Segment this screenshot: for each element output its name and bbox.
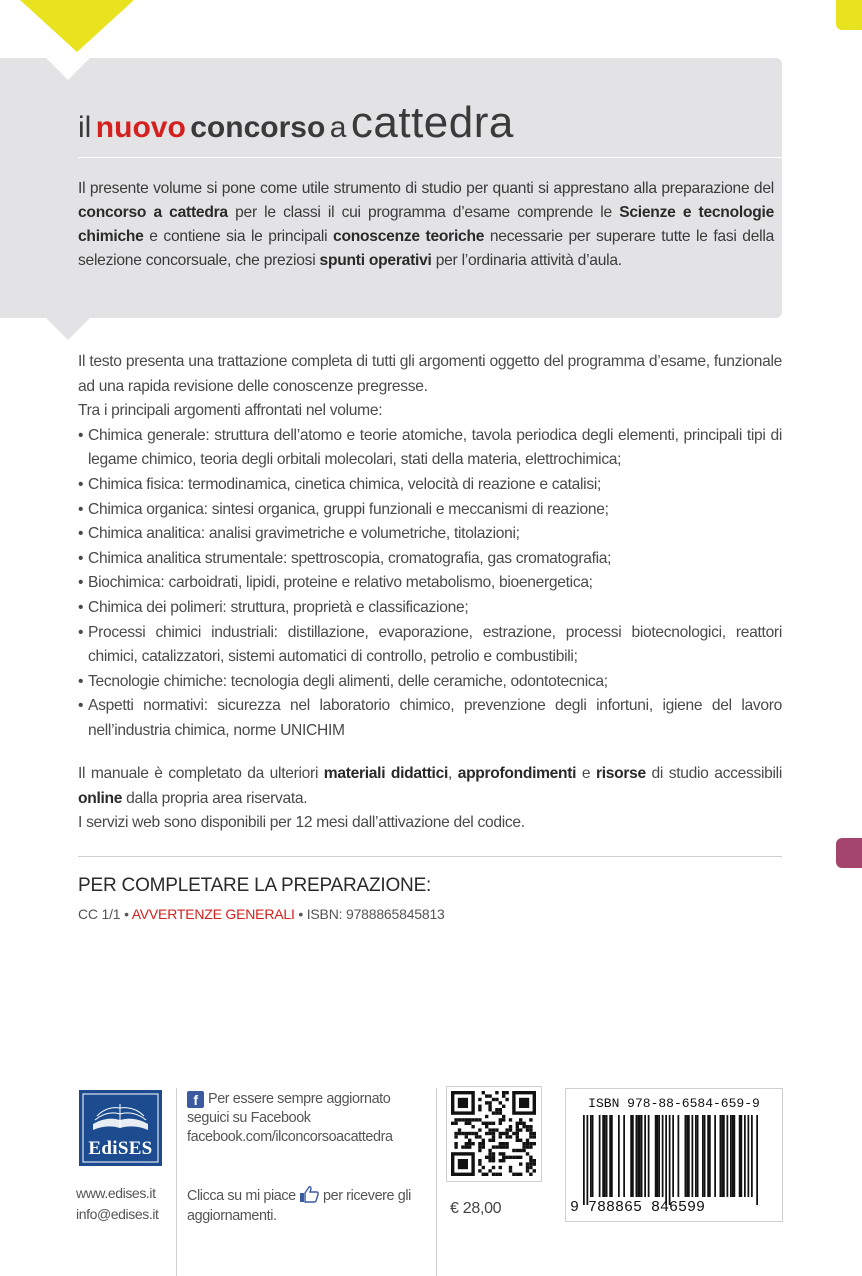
- topic-item: • Aspetti normativi: sicurezza nel laboratorio chimico, prevenzione degli infortuni, igiene del lavoro nell’industria chimica, norme UNICHIM: [78, 694, 782, 743]
- intro-text: e contiene sia le principali: [143, 228, 334, 245]
- title-a: a: [329, 111, 347, 144]
- section-divider: [78, 856, 782, 857]
- closing-text: di studio accessibili: [645, 765, 782, 782]
- related-isbn: : 9788865845813: [338, 906, 445, 922]
- web-services-note: I servizi web sono disponibili per 12 mesi dall’attivazione del codice.: [78, 814, 525, 832]
- facebook-text: Per essere sempre aggiornato: [208, 1091, 391, 1107]
- title-il: il: [78, 111, 92, 144]
- related-title-line: [78, 906, 445, 922]
- closing-paragraph: [78, 762, 782, 836]
- closing-line: [78, 762, 782, 811]
- isbn-label: ISBN: [306, 906, 339, 922]
- title-divider: [78, 157, 782, 158]
- price: € 28,00: [450, 1200, 502, 1217]
- topics-intro: Tra i principali argomenti affrontati nel volume:: [78, 402, 383, 420]
- footer-divider: [176, 1088, 177, 1276]
- intro-paragraph: [78, 177, 774, 273]
- preparation-heading: PER COMPLETARE LA PREPARAZIONE:: [78, 875, 432, 896]
- website-link[interactable]: www.edises.it: [76, 1185, 156, 1201]
- bullet-separator: •: [294, 906, 307, 922]
- edises-logo[interactable]: [79, 1090, 162, 1166]
- qr-code-icon: [447, 1087, 541, 1181]
- facebook-line: [187, 1090, 427, 1109]
- description-body: [78, 350, 782, 744]
- facebook-url[interactable]: facebook.com/ilconcorsoacattedra: [187, 1129, 393, 1145]
- related-code: CC 1/1: [78, 906, 121, 922]
- intro-bold: conoscenze teoriche: [333, 228, 485, 245]
- title-concorso: concorso: [190, 111, 326, 144]
- topic-item: • Tecnologie chimiche: tecnologia degli alimenti, delle ceramiche, odontotecnica;: [78, 670, 782, 695]
- topic-item: • Processi chimici industriali: distillazione, evaporazione, estrazione, processi biotecnologici, reattori chimici, catalizzatori, sistemi automatici di controllo, petrolio e combustibili;: [78, 621, 782, 670]
- yellow-corner-triangle: [20, 0, 134, 52]
- facebook-icon[interactable]: f: [187, 1091, 204, 1108]
- closing-bold: risorse: [595, 765, 646, 782]
- topic-item: • Chimica fisica: termodinamica, cinetica chimica, velocità di reazione e catalisi;: [78, 473, 782, 498]
- isbn-barcode: [565, 1088, 783, 1222]
- footer-divider: [436, 1088, 437, 1276]
- intro-text: Il presente volume si pone come utile strumento di studio per quanti si apprestano alla preparazione del: [78, 180, 774, 197]
- closing-bold: materiali didattici: [323, 765, 448, 782]
- qr-code[interactable]: [446, 1086, 542, 1182]
- closing-text: Il manuale è completato da ulteriori: [78, 765, 324, 782]
- facebook-line: seguici su Facebook: [187, 1110, 311, 1126]
- yellow-edge-tab: [836, 0, 862, 30]
- barcode-bars: [581, 1115, 771, 1207]
- magenta-edge-tab: [836, 838, 862, 868]
- like-block: [187, 1185, 437, 1226]
- topic-item: • Chimica organica: sintesi organica, gruppi funzionali e meccanismi di reazione;: [78, 498, 782, 523]
- facebook-block: [187, 1090, 427, 1147]
- topic-item: • Chimica dei polimeri: struttura, proprietà e classificazione;: [78, 596, 782, 621]
- book-title: [78, 98, 514, 148]
- intro-bold: spunti operativi: [319, 252, 432, 269]
- closing-text: e: [576, 765, 596, 782]
- topic-item: • Chimica analitica strumentale: spettroscopia, cromatografia, gas cromatografia;: [78, 547, 782, 572]
- topic-item: • Chimica analitica: analisi gravimetriche e volumetriche, titolazioni;: [78, 522, 782, 547]
- topics-list: [78, 424, 782, 744]
- title-nuovo: nuovo: [95, 111, 186, 144]
- related-title: AVVERTENZE GENERALI: [131, 906, 295, 922]
- closing-bold: online: [78, 789, 123, 807]
- like-text: Clicca su mi piace: [187, 1188, 296, 1204]
- description-paragraph: Il testo presenta una trattazione completa di tutti gli argomenti oggetto del programma d’esame, funzionale ad una rapida revisione delle conoscenze pregresse.: [78, 353, 782, 395]
- email-link[interactable]: info@edises.it: [76, 1206, 159, 1222]
- thumbs-up-icon[interactable]: [299, 1185, 319, 1203]
- panel-notch-bottom: [46, 318, 90, 340]
- intro-text: per le classi il cui programma d’esame comprende le: [227, 204, 620, 221]
- bullet-separator: •: [120, 906, 132, 922]
- logo-text: EdiSES: [88, 1138, 153, 1159]
- title-cattedra: cattedra: [350, 98, 514, 147]
- intro-bold: Scienze e tecnologie chimiche: [78, 204, 774, 245]
- like-text: per ricevere gli aggiornamenti.: [187, 1188, 411, 1224]
- closing-bold: approfondimenti: [457, 765, 577, 782]
- intro-text: per l’ordinaria attività d’aula.: [431, 252, 622, 269]
- barcode-digits: 9 788865 846599: [570, 1199, 706, 1216]
- topic-item: • Biochimica: carboidrati, lipidi, proteine e relativo metabolismo, bioenergetica;: [78, 571, 782, 596]
- intro-bold: concorso a cattedra: [78, 204, 228, 221]
- closing-text: ,: [447, 765, 458, 782]
- closing-text: dalla propria area riservata.: [122, 789, 308, 807]
- topic-item: • Chimica generale: struttura dell’atomo e teorie atomiche, tavola periodica degli elementi, principali tipi di legame chimico, teoria degli orbitali molecolari, stati della materia, elettrochimica;: [78, 424, 782, 473]
- barcode-isbn: ISBN 978-88-6584-659-9: [588, 1096, 760, 1111]
- publisher-contacts: [76, 1183, 159, 1225]
- panel-notch-top: [46, 58, 90, 80]
- intro-text: necessarie per superare tutte le fasi della selezione concorsuale, che preziosi: [78, 228, 774, 269]
